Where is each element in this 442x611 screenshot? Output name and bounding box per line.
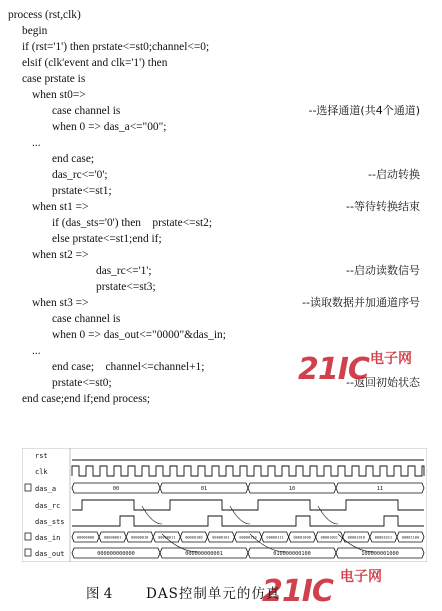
bus-value-label: 01 xyxy=(200,485,208,492)
code-line: case channel is xyxy=(52,313,121,325)
signal-name: das_rc xyxy=(35,502,61,510)
code-comment: --启动读数信号 xyxy=(346,264,420,277)
bus-value-label: 000000000001 xyxy=(185,550,223,557)
waveform-frame xyxy=(22,448,427,562)
code-line: when st1 => xyxy=(32,201,89,213)
bus-value-label: 100000001000 xyxy=(361,550,399,557)
figure-label: 图 4 xyxy=(86,586,113,602)
waveform-plot xyxy=(22,448,427,562)
bus-value-label: 00 xyxy=(112,485,120,492)
bus-value-label: 00001100 xyxy=(401,535,420,540)
code-comment: --等待转换结束 xyxy=(346,200,420,213)
bus-value-label: 00000000 xyxy=(76,535,95,540)
figure-title: DAS控制单元的仿真 xyxy=(146,586,281,602)
bus-value-label: 00001000 xyxy=(293,535,311,540)
watermark-sub: 电子网 xyxy=(370,351,412,367)
figure-caption xyxy=(0,584,442,608)
bus-value-label: 000000000000 xyxy=(97,550,135,557)
code-line: begin xyxy=(22,25,48,37)
code-line: end case; xyxy=(52,153,95,165)
bus-value-label: 00000011 xyxy=(158,535,176,540)
code-line: prstate<=st3; xyxy=(96,281,156,293)
code-comment: --选择通道(共4个通道) xyxy=(308,104,420,117)
code-line: process (rst,clk) xyxy=(8,9,81,21)
bus-value-label: 00000101 xyxy=(212,535,230,540)
bus-value-label: 00001001 xyxy=(320,535,338,540)
code-line: if (rst='1') then prstate<=st0;channel<=0; xyxy=(22,41,210,53)
signal-name: clk xyxy=(35,468,48,476)
watermark-logo-2: 21IC xyxy=(262,574,333,609)
watermark-top xyxy=(298,346,428,396)
bus-value-label: 00001010 xyxy=(347,535,365,540)
code-line: elsif (clk'event and clk='1') then xyxy=(22,57,168,69)
signal-name: das_sts xyxy=(35,518,65,526)
code-line: case channel is xyxy=(52,105,121,117)
signal-name: das_out xyxy=(35,550,65,558)
code-line: when 0 => das_a<="00"; xyxy=(52,121,167,133)
code-line: prstate<=st0; xyxy=(52,377,112,389)
code-comment: --读取数据并加通道序号 xyxy=(302,296,420,309)
bus-value-label: 00000010 xyxy=(131,535,149,540)
bus-value-label: 00000111 xyxy=(266,535,284,540)
signal-name: rst xyxy=(35,452,48,460)
code-line: das_rc<='1'; xyxy=(96,265,152,277)
code-line: when st0=> xyxy=(32,89,86,101)
code-line: case prstate is xyxy=(22,73,86,85)
bus-value-label: 00001011 xyxy=(374,535,393,540)
signal-name: das_a xyxy=(35,485,57,493)
code-line: when st3 => xyxy=(32,297,89,309)
code-line: when st2 => xyxy=(32,249,89,261)
bus-marker-icon xyxy=(25,484,31,491)
signal-name: das_in xyxy=(35,534,61,542)
code-line: if (das_sts='0') then prstate<=st2; xyxy=(52,217,213,229)
bus-value-label: 00000001 xyxy=(103,535,122,540)
bus-marker-icon xyxy=(25,549,31,556)
bus-marker-icon xyxy=(25,533,31,540)
code-line: das_rc<='0'; xyxy=(52,169,108,181)
code-line: ... xyxy=(32,137,41,149)
watermark-sub-2: 电子网 xyxy=(340,569,382,585)
bus-value-label: 00000110 xyxy=(239,535,257,540)
code-line: ... xyxy=(32,345,41,357)
bus-value-label: 11 xyxy=(376,485,384,492)
bus-value-label: 00000100 xyxy=(185,535,203,540)
code-comment: --启动转换 xyxy=(368,168,420,181)
code-line: end case;end if;end process; xyxy=(22,393,151,405)
bus-value-label: 010000000100 xyxy=(273,550,311,557)
bus-value-label: 10 xyxy=(288,485,296,492)
code-line: else prstate<=st1;end if; xyxy=(52,233,162,245)
code-line: prstate<=st1; xyxy=(52,185,112,197)
code-line: end case; channel<=channel+1; xyxy=(52,361,205,373)
code-comment: --返回初始状态 xyxy=(346,376,420,389)
code-line: when 0 => das_out<="0000"&das_in; xyxy=(52,329,226,341)
watermark-logo: 21IC xyxy=(298,352,369,387)
